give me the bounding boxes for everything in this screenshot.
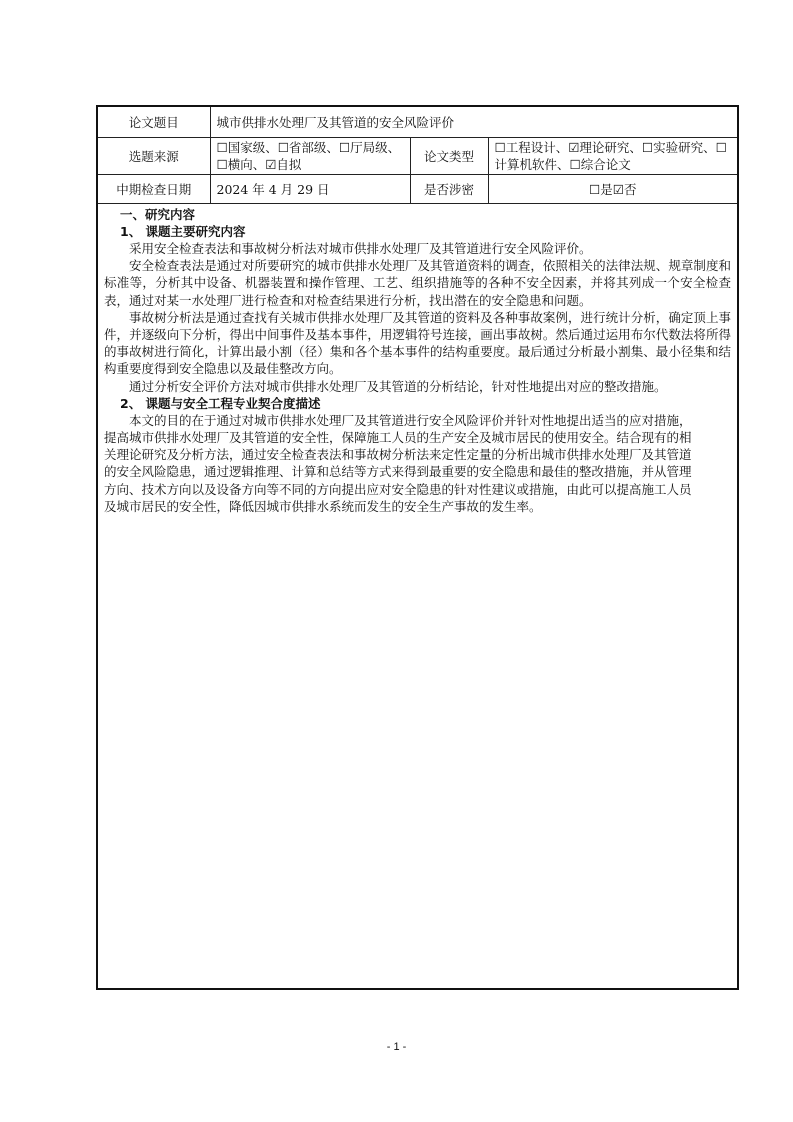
paragraph-5: 本文的目的在于通过对城市供排水处理厂及其管道进行安全风险评价并针对性地提出适当的应对措施，提高城市供排水处理厂及其管道的安全性，保障施工人员的生产安全及城市居民的使用安全。结合现有的相关理论研究及分析方法，通过安全检查表法和事故树分析法来定性定量的分析出城市供排水处理厂及其管道的安全风险隐患，通过逻辑推理、计算和总结等方式来得到最重要的安全隐患和最佳的整改措施，并从管理方向、技术方向以及设备方向等不同的方向提出应对安全隐患的针对性建议或措施，由此可以提高施工人员及城市居民的安全性，降低因城市供排水系统而发生的安全生产事故的发生率。 [104,412,692,514]
date-label: 中期检查日期 [97,175,210,204]
type-value: ☐工程设计、☑理论研究、☐实验研究、☐计算机软件、☐综合论文 [488,138,738,175]
source-value: ☐国家级、☐省部级、☐厅局级、☐横向、☑自拟 [210,138,410,175]
paragraph-2: 安全检查表法是通过对所要研究的城市供排水处理厂及其管道资料的调查，依照相关的法律法规、规章制度和标准等，分析其中设备、机器装置和操作管理、工艺、组织措施等的各种不安全因素，并将其列成一个安全检查表，通过对某一水处理厂进行检查和对检查结果进行分析，找出潜在的安全隐患和问题。 [104,258,731,308]
type-label: 论文类型 [410,138,488,175]
source-label: 选题来源 [97,138,210,175]
paragraph-3: 事故树分析法是通过查找有关城市供排水处理厂及其管道的资料及各种事故案例，进行统计分析，确定顶上事件，并逐级向下分析，得出中间事件及基本事件，用逻辑符号连接，画出事故树。然后通过运用布尔代数法将所得的事故树进行简化，计算出最小割（径）集和各个基本事件的结构重要度。最后通过分析最小割集、最小径集和结构重要度得到安全隐患以及最佳整改方向。 [104,309,731,377]
row-date [97,175,738,204]
content-cell [97,204,738,990]
paragraph-4: 通过分析安全评价方法对城市供排水处理厂及其管道的分析结论，针对性地提出对应的整改措施。 [129,378,667,394]
row-source [97,138,738,175]
row-title [97,106,738,138]
form-table [96,105,739,990]
section-heading-research: 一、研究内容 [120,207,196,222]
secret-value: ☐是☑否 [488,175,738,204]
title-label: 论文题目 [97,106,210,138]
paragraph-1: 采用安全检查表法和事故树分析法对城市供排水处理厂及其管道进行安全风险评价。 [129,241,592,256]
date-value: 2024 年 4 月 29 日 [210,175,410,204]
page-number: - 1 - [386,1041,407,1053]
subheading-main-content: 1、 课题主要研究内容 [120,224,246,239]
subheading-fit-description: 2、 课题与安全工程专业契合度描述 [120,395,321,411]
title-value: 城市供排水处理厂及其管道的安全风险评价 [210,106,738,138]
secret-label: 是否涉密 [410,175,488,204]
row-content [97,204,738,990]
